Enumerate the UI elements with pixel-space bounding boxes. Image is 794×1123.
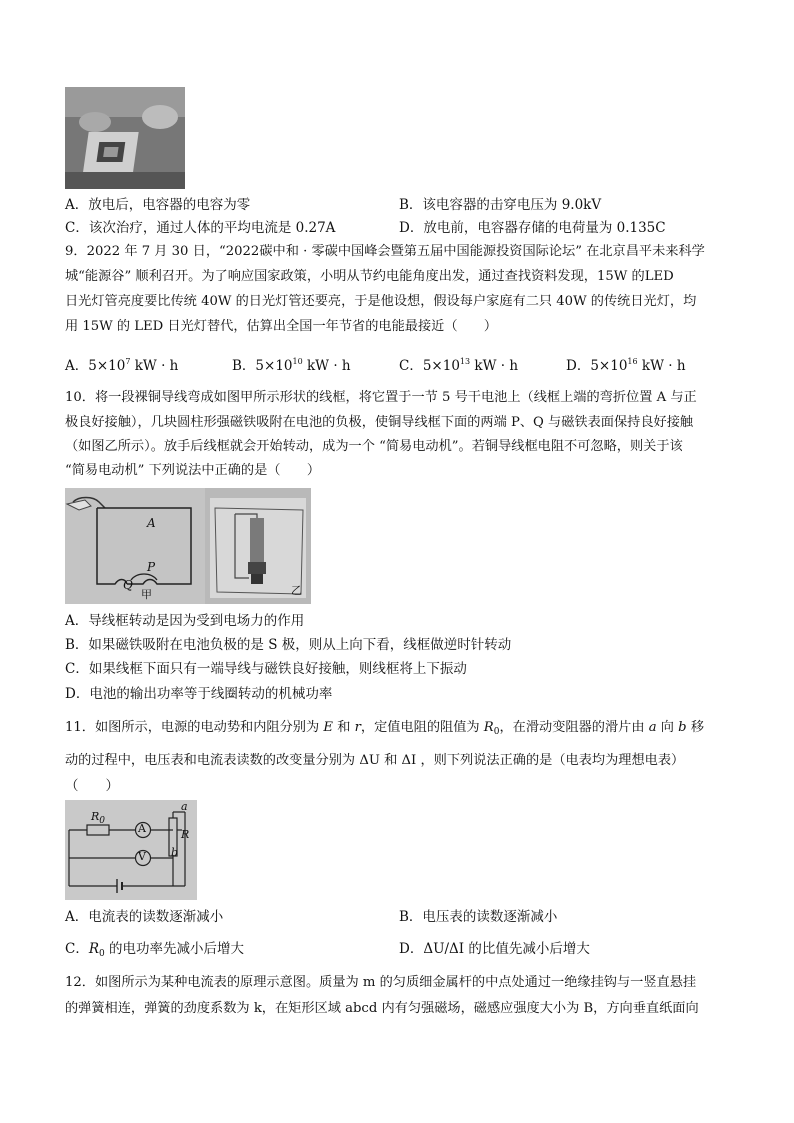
q11-option-d: D．ΔU/ΔI 的比值先减小后增大 (399, 941, 590, 957)
q12-line-1: 12．如图所示为某种电流表的原理示意图。质量为 m 的匀质细金属杆的中点处通过一绝缘挂钩与一竖直悬挂 (65, 975, 697, 990)
q8-option-b: B．该电容器的击穿电压为 9.0kV (399, 197, 602, 213)
q9-option-d: D．$5\times 10^{16}$ kW · h (566, 357, 686, 374)
defibrillator-photo (65, 87, 185, 189)
q9-option-c: C．$5\times 10^{13}$ kW · h (399, 357, 519, 374)
q11-option-c: C．$R_0$ 的电功率先减小后增大 (65, 941, 245, 959)
q11-label-a: a (181, 800, 188, 813)
q10-option-d: D．电池的输出功率等于线圈转动的机械功率 (65, 686, 333, 702)
q10-option-a: A．导线框转动是因为受到电场力的作用 (65, 613, 305, 629)
q10-label-q: Q (123, 578, 133, 592)
q11-voltmeter-label: V (138, 850, 146, 863)
q10-line-4: “简易电动机” 下列说法中正确的是（ ） (65, 463, 321, 478)
q11-line-1: 11．如图所示，电源的电动势和内阻分别为 E 和 r，定值电阻的阻值为 $R_0$，在滑动变阻器的滑片由 a 向 b 移 (65, 720, 705, 737)
q10-line-1: 10．将一段裸铜导线弯成如图甲所示形状的线框，将它置于一节 5 号干电池上（线框上端的弯折位置 A 与正 (65, 390, 697, 405)
q9-option-a: A．$5\times 10^7$ kW · h (65, 357, 179, 374)
q10-line-3: （如图乙所示）。放手后线框就会开始转动，成为一个 “简易电动机”。若铜导线框电阻不可忽略，则关于该 (65, 439, 683, 454)
q11-ammeter-label: A (138, 822, 146, 835)
q9-line-4: 用 15W 的 LED 日光灯替代，估算出全国一年节省的电能最接近（ ） (65, 319, 498, 334)
q10-label-a: A (147, 516, 156, 530)
q9-option-b: B．$5\times 10^{10}$ kW · h (232, 357, 351, 374)
q10-option-b: B．如果磁铁吸附在电池负极的是 S 极，则从上向下看，线框做逆时针转动 (65, 637, 512, 653)
q9-line-1: 9．2022 年 7 月 30 日，“2022碳中和 · 零碳中国峰会暨第五届中国能源投资国际论坛” 在北京昌平未来科学 (65, 244, 705, 259)
q11-line-3: （ ） (65, 778, 119, 794)
q9-line-3: 日光灯管亮度要比传统 40W 的日光灯管还要亮，于是他设想，假设每户家庭有二只 40W 的传统日光灯，均 (65, 294, 697, 309)
q10-label-yi: 乙 (291, 584, 302, 597)
q10-figure (65, 488, 311, 604)
q9-line-2: 城“能源谷” 顺利召开。为了响应国家政策，小明从节约电能角度出发，通过查找资料发现，15W 的LED (65, 269, 674, 284)
q8-option-c: C．该次治疗，通过人体的平均电流是 0.27A (65, 220, 336, 236)
q11-label-b: b (171, 846, 179, 859)
q11-option-a: A．电流表的读数逐渐减小 (65, 909, 224, 925)
q11-label-r: R (181, 828, 190, 841)
q11-option-b: B．电压表的读数逐渐减小 (399, 909, 558, 925)
q10-figure-drawing (65, 488, 311, 604)
q10-label-jia: 甲 (141, 588, 152, 601)
defibrillator-photo-drawing (65, 87, 185, 189)
q10-option-c: C．如果线框下面只有一端导线与磁铁良好接触，则线框将上下振动 (65, 661, 467, 677)
q10-label-p: P (147, 560, 156, 574)
q10-line-2: 极良好接触），几块圆柱形强磁铁吸附在电池的负极，使铜导线框下面的两端 P、Q 与磁铁表面保持良好接触 (65, 415, 694, 430)
q8-option-a: A．放电后，电容器的电容为零 (65, 197, 251, 213)
q11-line-2: 动的过程中，电压表和电流表读数的改变量分别为 ΔU 和 ΔI ，则下列说法正确的是（电表均为理想电表） (65, 753, 685, 768)
q8-option-d: D．放电前，电容器存储的电荷量为 0.135C (399, 220, 666, 236)
q11-circuit-figure (65, 800, 197, 900)
q11-label-r0: $R_0$ (91, 810, 106, 826)
q12-line-2: 的弹簧相连，弹簧的劲度系数为 k，在矩形区域 abcd 内有匀强磁场，磁感应强度大小为 B，方向垂直纸面向 (65, 1001, 699, 1016)
